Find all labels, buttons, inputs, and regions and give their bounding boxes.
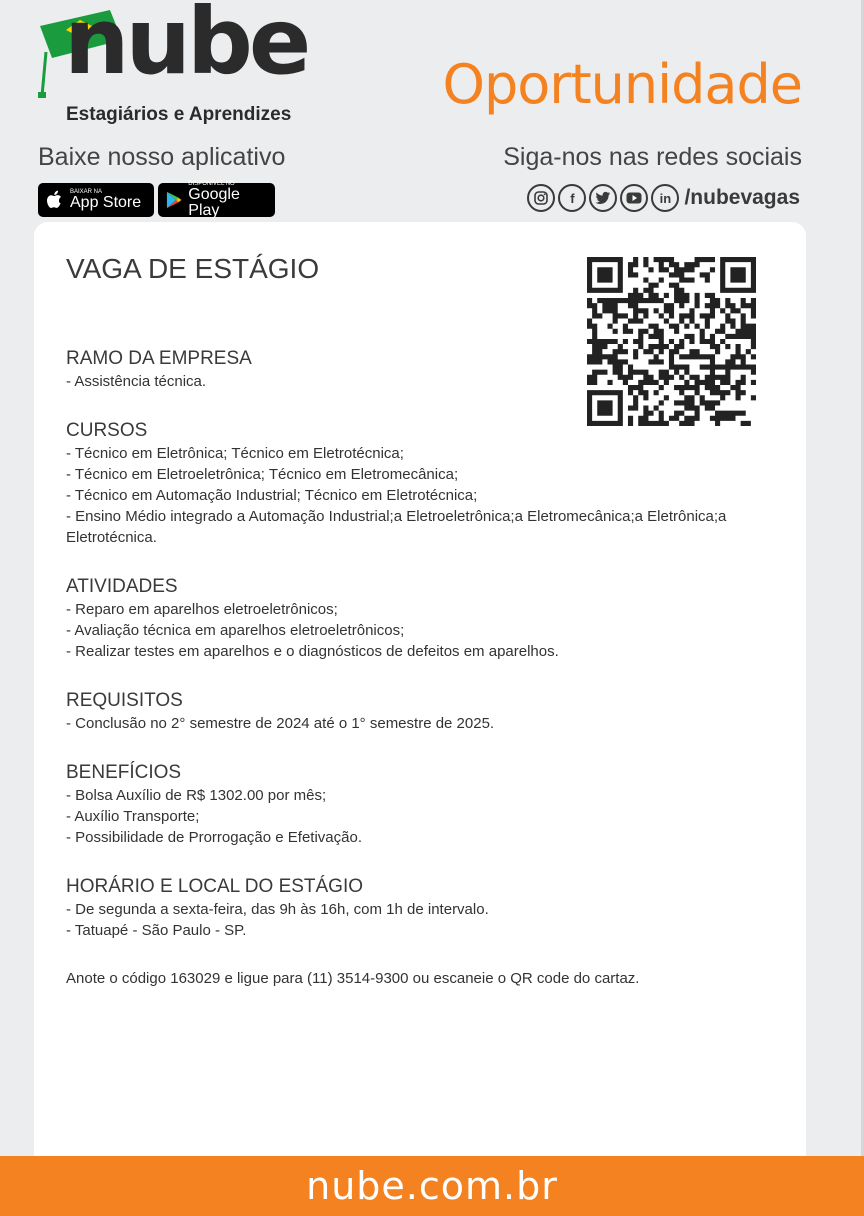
- section-atividades: [66, 575, 746, 662]
- logo-tagline: Estagiários e Aprendizes: [66, 104, 292, 125]
- section-requisitos: [66, 689, 746, 734]
- section-line: - Conclusão no 2° semestre de 2024 até o 1° semestre de 2025.: [66, 714, 495, 732]
- qr-code[interactable]: [587, 257, 756, 426]
- footer-url[interactable]: nube.com.br: [306, 1164, 558, 1208]
- section-line: - De segunda a sexta-feira, das 9h às 16h, com 1h de intervalo.: [66, 900, 489, 918]
- section-beneficios: [66, 761, 746, 848]
- google-play-icon: [166, 190, 182, 210]
- social-prompt: Siga-nos nas redes sociais: [503, 143, 802, 171]
- app-store-small-label: BAIXAR NA: [70, 189, 103, 195]
- google-play-badge[interactable]: [158, 183, 275, 217]
- social-handle[interactable]: /nubevagas: [684, 186, 800, 209]
- instagram-icon[interactable]: [527, 184, 555, 212]
- contact-note: Anote o código 163029 e ligue para (11) 3514-9300 ou escaneie o QR code do cartaz.: [66, 969, 640, 987]
- twitter-icon[interactable]: [589, 184, 617, 212]
- section-line: - Auxílio Transporte;: [66, 807, 200, 825]
- apple-icon: [46, 190, 64, 210]
- section-line: - Bolsa Auxílio de R$ 1302.00 por mês;: [66, 786, 327, 804]
- section-title: ATIVIDADES: [66, 575, 178, 597]
- section-title: HORÁRIO E LOCAL DO ESTÁGIO: [66, 875, 364, 897]
- section-title: REQUISITOS: [66, 689, 183, 711]
- facebook-icon[interactable]: f: [558, 184, 586, 212]
- section-line: - Realizar testes em aparelhos e o diagnósticos de defeitos em aparelhos.: [66, 642, 559, 660]
- section-title: RAMO DA EMPRESA: [66, 347, 252, 369]
- section-line: - Técnico em Eletrônica; Técnico em Eletrotécnica;: [66, 444, 404, 462]
- headline: Oportunidade: [442, 53, 802, 116]
- section-line: - Tatuapé - São Paulo - SP.: [66, 921, 247, 939]
- page-title: VAGA DE ESTÁGIO: [66, 253, 320, 284]
- google-play-label: Google Play: [188, 186, 240, 219]
- app-store-label: App Store: [70, 194, 142, 211]
- nube-logo[interactable]: [36, 0, 316, 130]
- logo-wordmark: nube: [64, 0, 308, 95]
- app-prompt: Baixe nosso aplicativo: [38, 143, 286, 171]
- section-title: BENEFÍCIOS: [66, 761, 182, 783]
- section-line: - Técnico em Eletroeletrônica; Técnico em Eletromecânica;: [66, 465, 459, 483]
- section-line: - Técnico em Automação Industrial; Técnico em Eletrotécnica;: [66, 486, 478, 504]
- section-line: - Avaliação técnica em aparelhos eletroeletrônicos;: [66, 621, 405, 639]
- google-play-small-label: DISPONÍVEL NO: [188, 181, 235, 187]
- section-horario: [66, 875, 746, 941]
- section-line: - Ensino Médio integrado a Automação Industrial;a Eletroeletrônica;a Eletromecânica;a Eletrônica;a Eletrotécnica.: [66, 507, 727, 546]
- linkedin-icon[interactable]: in: [651, 184, 679, 212]
- section-title: CURSOS: [66, 419, 148, 441]
- section-line: - Reparo em aparelhos eletroeletrônicos;: [66, 600, 338, 618]
- app-store-badge[interactable]: [38, 183, 154, 217]
- section-line: - Assistência técnica.: [66, 372, 207, 390]
- social-links: [527, 184, 800, 212]
- app-badges: [38, 183, 275, 217]
- footer-bar: [0, 1156, 864, 1216]
- section-cursos: [66, 419, 746, 548]
- youtube-icon[interactable]: [620, 184, 648, 212]
- section-line: - Possibilidade de Prorrogação e Efetivação.: [66, 828, 363, 846]
